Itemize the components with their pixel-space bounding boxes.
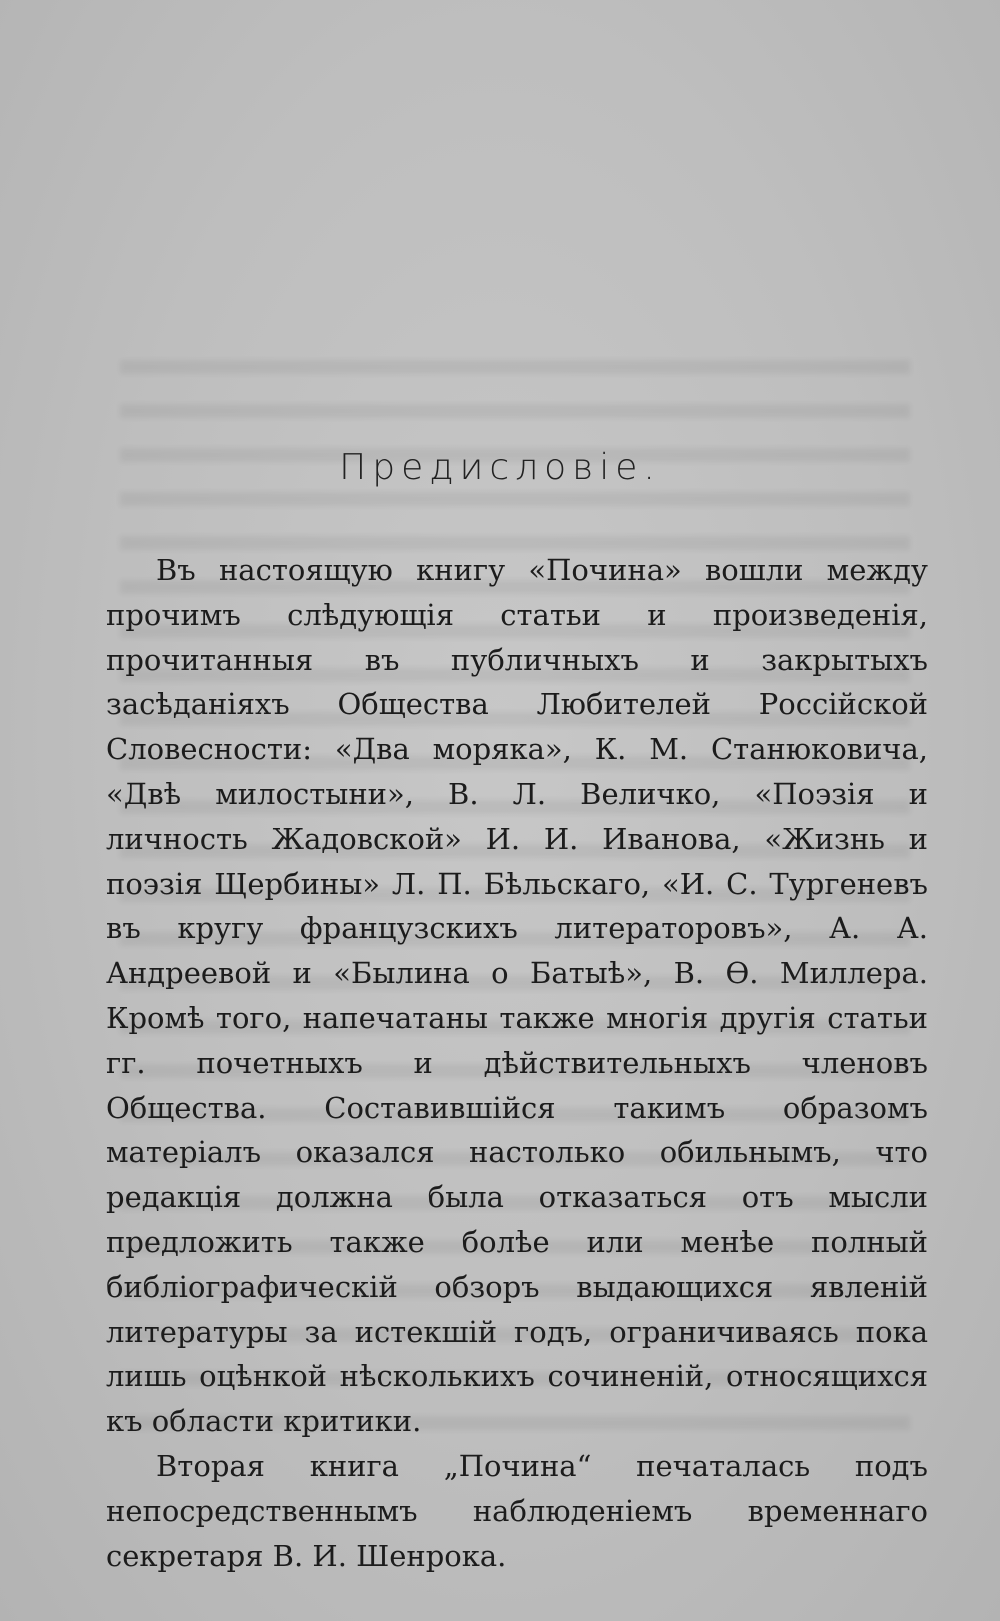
page-title: Предисловіе. bbox=[339, 447, 661, 488]
paragraph-1: Въ настоящую книгу «Почина» вошли между прочимъ слѣдующія статьи и произведенія, прочитанныя въ публичныхъ и закрытыхъ засѣданіяхъ Общества Любителей Россійской Словесности: «Два моряка», К. М. Станюковича, «Двѣ милостыни», В. Л. Величко, «Поэзія и личность Жадовской» И. И. Иванова, «Жизнь и поэзія Щербины» Л. П. Бѣльскаго, «И. С. Тургеневъ въ кругу французскихъ литераторовъ», А. А. Андреевой и «Былина о Батыѣ», В. Ѳ. Миллера. Кромѣ того, напечатаны также многія другія статьи гг. почетныхъ и дѣйствительныхъ членовъ Общества. Составившійся такимъ образомъ матеріалъ оказался настолько обильнымъ, что редакція должна была отказаться отъ мысли предложить также болѣе или менѣе полный библіографическій обзоръ выдающихся явленій литературы за истекшій годъ, ограничиваясь пока лишь оцѣнкой нѣсколькихъ сочиненій, относящихся къ области критики. bbox=[106, 553, 928, 1439]
paragraph-2: Вторая книга „Почина“ печаталась подъ непосредственнымъ наблюденіемъ временнаго секретаря В. И. Шенрока. bbox=[106, 1448, 928, 1573]
body-text bbox=[106, 548, 928, 1578]
